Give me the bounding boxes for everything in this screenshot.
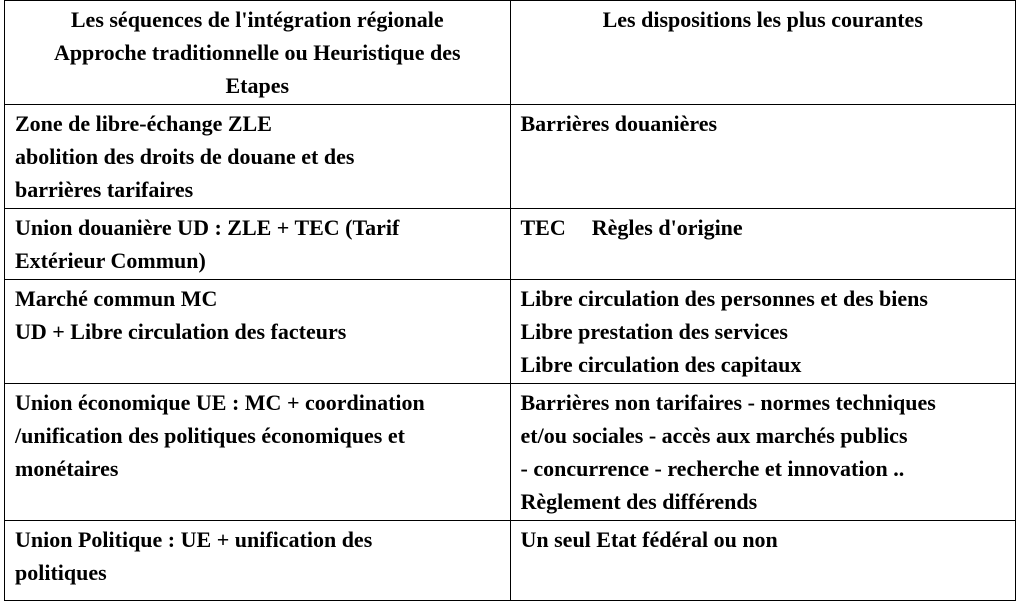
integration-table bbox=[4, 0, 1016, 601]
header-line: Les séquences de l'intégration régionale bbox=[70, 7, 444, 32]
cell-line: Marché commun MC bbox=[15, 286, 218, 311]
cell-line: Union douanière UD : ZLE + TEC (Tarif bbox=[15, 215, 400, 240]
header-cell-sequences bbox=[5, 1, 511, 105]
header-cell-dispositions bbox=[510, 1, 1016, 105]
cell-line: Libre circulation des personnes et des biens bbox=[520, 286, 928, 311]
header-line: Les dispositions les plus courantes bbox=[602, 7, 923, 32]
cell-line: Règlement des différends bbox=[520, 489, 758, 514]
row-mc-left bbox=[5, 280, 511, 384]
cell-line: Zone de libre-échange ZLE bbox=[15, 111, 272, 136]
header-line: Approche traditionnelle ou Heuristique des bbox=[53, 40, 461, 65]
table-row bbox=[5, 384, 1016, 521]
cell-line: - concurrence - recherche et innovation .. bbox=[520, 456, 905, 481]
row-ue-left bbox=[5, 384, 511, 521]
cell-line: Union économique UE : MC + coordination bbox=[15, 390, 425, 415]
cell-line: Barrières douanières bbox=[520, 111, 718, 136]
cell-line bbox=[521, 211, 1006, 244]
cell-line: Libre circulation des capitaux bbox=[520, 352, 802, 377]
row-ue-right bbox=[510, 384, 1016, 521]
row-zle-left bbox=[5, 105, 511, 209]
cell-line: monétaires bbox=[15, 456, 119, 481]
tec-text: TEC bbox=[520, 215, 566, 240]
row-ud-right bbox=[510, 209, 1016, 280]
row-zle-right bbox=[510, 105, 1016, 209]
cell-line: et/ou sociales - accès aux marchés publics bbox=[520, 423, 908, 448]
cell-line: politiques bbox=[15, 560, 107, 585]
cell-line: Un seul Etat fédéral ou non bbox=[520, 527, 778, 552]
header-line: Etapes bbox=[225, 73, 290, 98]
cell-line: UD + Libre circulation des facteurs bbox=[15, 319, 347, 344]
cell-line: Barrières non tarifaires - normes techniques bbox=[520, 390, 936, 415]
row-up-left bbox=[5, 521, 511, 601]
row-ud-left bbox=[5, 209, 511, 280]
table-row bbox=[5, 209, 1016, 280]
cell-line: Libre prestation des services bbox=[520, 319, 788, 344]
cell-line: barrières tarifaires bbox=[15, 177, 194, 202]
row-up-right bbox=[510, 521, 1016, 601]
table-row bbox=[5, 105, 1016, 209]
row-mc-right bbox=[510, 280, 1016, 384]
table-row bbox=[5, 280, 1016, 384]
cell-line: /unification des politiques économiques et bbox=[15, 423, 405, 448]
table-header-row bbox=[5, 1, 1016, 105]
cell-line: Extérieur Commun) bbox=[15, 248, 206, 273]
regles-origine-text: Règles d'origine bbox=[591, 215, 743, 240]
cell-line: abolition des droits de douane et des bbox=[15, 144, 355, 169]
table-row bbox=[5, 521, 1016, 601]
cell-line: Union Politique : UE + unification des bbox=[15, 527, 373, 552]
